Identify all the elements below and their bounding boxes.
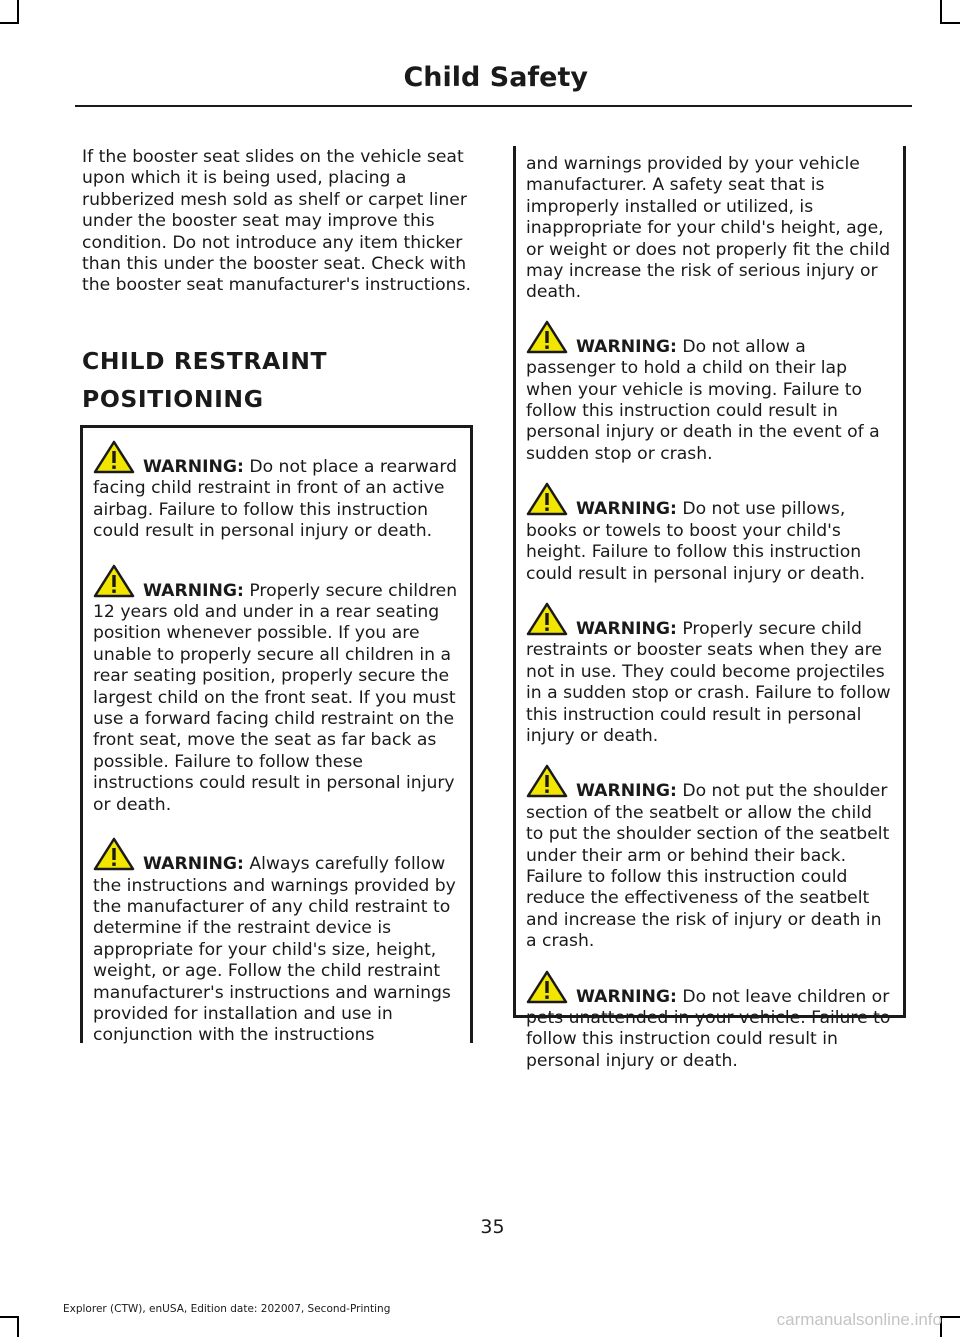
edition-footer: Explorer (CTW), enUSA, Edition date: 202007, Second-Printing xyxy=(63,1303,391,1315)
warning-item xyxy=(526,764,894,952)
warning-text: Always carefully follow the instructions and warnings provided by the manufacturer of any child restraint to determine if the restraint device is appropriate for your child's size, height, weight, or age. Follow the child restraint manufacturer's instructions and warnings provided for installation and use in conjunction with the instructions xyxy=(93,854,456,1046)
warning-item xyxy=(526,970,894,1073)
crop-mark xyxy=(17,1316,19,1337)
section-heading-line2: POSITIONING xyxy=(82,385,264,413)
watermark: carmanualsonline.info xyxy=(776,1310,942,1329)
warning-triangle-icon xyxy=(526,482,568,516)
warning-text: Do not place a rearward facing child restraint in front of an active airbag. Failure to follow this instruction could result in personal injury or death. xyxy=(93,457,457,542)
crop-mark xyxy=(0,22,19,24)
warning-label: WARNING: xyxy=(143,457,244,477)
warning-triangle-icon xyxy=(93,440,135,474)
warning-triangle-icon xyxy=(93,564,135,598)
warning-text: Properly secure child restraints or booster seats when they are not in use. They could become projectiles in a sudden stop or crash. Failure to follow this instruction could result in personal injury or death. xyxy=(526,618,891,746)
section-heading-line1: CHILD RESTRAINT xyxy=(82,347,328,375)
warning-text: Do not leave children or pets unattended in your vehicle. Failure to follow this instruction could result in personal injury or death. xyxy=(526,986,891,1071)
warning-label: WARNING: xyxy=(576,499,677,520)
warning-label: WARNING: xyxy=(143,854,244,875)
warning-triangle-icon xyxy=(526,320,568,354)
warning-item xyxy=(526,602,894,747)
warning-triangle-icon xyxy=(93,837,135,871)
warning-triangle-icon xyxy=(526,764,568,798)
warning-text: Do not put the shoulder section of the seatbelt or allow the child to put the shoulder section of the seatbelt under their arm or behind their back. Failure to follow this instruction could reduce the effectiveness of the seatbelt and increase the risk of injury or death in a crash. xyxy=(526,781,890,952)
warning-box-right xyxy=(513,146,906,1071)
warning-item xyxy=(93,440,461,543)
warning-text: Do not use pillows, books or towels to boost your child's height. Failure to follow this instruction could result in personal injury or death. xyxy=(526,499,866,584)
warning-item xyxy=(526,320,894,465)
page-number: 35 xyxy=(480,1216,505,1238)
warning-text: Do not allow a passenger to hold a child on their lap when your vehicle is moving. Failure to follow this instruction could result in personal injury or death in the event of a sudden stop or crash. xyxy=(526,336,880,464)
warning-label: WARNING: xyxy=(576,618,677,639)
warning-triangle-icon xyxy=(526,970,568,1004)
page-title: Child Safety xyxy=(403,62,588,93)
warning-item xyxy=(526,482,894,585)
warning-text: Properly secure children 12 years old and under in a rear seating position whenever possible. If you are unable to properly secure all children in a rear seating position, properly secure the largest child on the front seat. If you must use a forward facing child restraint on the front seat, move the seat as far back as possible. Failure to follow these instructions could result in personal injury or death. xyxy=(93,580,458,815)
crop-mark xyxy=(940,0,942,24)
warning-continuation: and warnings provided by your vehicle manufacturer. A safety seat that is improperly installed or utilized, is inappropriate for your child's height, age, or weight or does not properly fit the child may increase the risk of serious injury or death. xyxy=(526,154,891,303)
page-header xyxy=(403,62,588,93)
warning-item xyxy=(93,564,461,816)
header-divider xyxy=(75,105,912,107)
warning-triangle-icon xyxy=(526,602,568,636)
warning-box-left xyxy=(80,425,473,1046)
crop-mark xyxy=(0,1316,19,1318)
crop-mark xyxy=(17,0,19,24)
crop-mark xyxy=(940,22,960,24)
warning-label: WARNING: xyxy=(576,781,677,802)
section-heading xyxy=(82,346,472,414)
warning-label: WARNING: xyxy=(143,580,244,601)
warning-label: WARNING: xyxy=(576,336,677,357)
warning-item xyxy=(93,837,461,1047)
warning-label: WARNING: xyxy=(576,986,677,1007)
intro-paragraph: If the booster seat slides on the vehicle seat upon which it is being used, placing a rubberized mesh sold as shelf or carpet liner under the booster seat may improve this condition. Do not introduce any item thicker than this under the booster seat. Check with the booster seat manufacturer's instructions. xyxy=(82,147,471,296)
crop-mark xyxy=(940,1316,960,1318)
